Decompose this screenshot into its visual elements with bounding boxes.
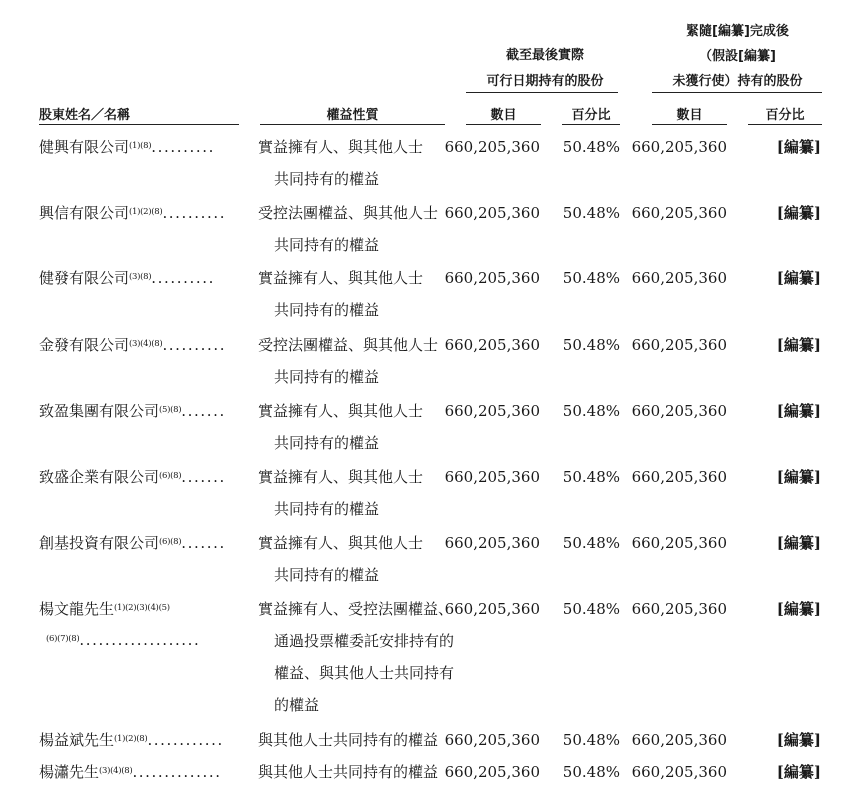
row-number-after: 660,205,360: [631, 402, 727, 420]
row-percent-after: [編纂]: [776, 600, 821, 618]
row-notes: (3)(4)(8): [129, 339, 163, 349]
row-name: 致盛企業有限公司$^{(6)(8)}$.......: [39, 468, 226, 486]
row-name: 楊益斌先生$^{(1)(2)(8)}$............: [39, 731, 224, 749]
row-percent-after: [編纂]: [776, 204, 821, 222]
row-notes: (1)(2)(8): [129, 207, 163, 217]
row-notes: (3)(8): [129, 272, 152, 282]
header-group-after-line2: （假設[編纂]: [699, 49, 776, 64]
row-name: 楊瀟先生$^{(3)(4)(8)}$..............: [39, 763, 222, 781]
row-percent-after: [編纂]: [776, 138, 821, 156]
header-group-before-line2: 可行日期持有的股份: [486, 74, 604, 89]
row-number: 660,205,360: [444, 402, 540, 420]
row-number: 660,205,360: [444, 138, 540, 156]
row-nature: 與其他人士共同持有的權益: [258, 763, 439, 781]
row-number-after: 660,205,360: [631, 600, 727, 618]
row-number-after: 660,205,360: [631, 269, 727, 287]
row-number-after: 660,205,360: [631, 138, 727, 156]
row-nature: 實益擁有人、與其他人士 共同持有的權益: [258, 468, 424, 518]
row-percent-after: [編纂]: [776, 402, 821, 420]
col-header-number: 數目: [490, 108, 517, 123]
row-percent: 50.48%: [562, 269, 620, 287]
col-header-nature: 權益性質: [326, 108, 379, 123]
row-notes: (1)(8): [129, 141, 152, 151]
col-header-name: 股東姓名／名稱: [39, 108, 131, 123]
row-notes: (3)(4)(8): [99, 766, 133, 776]
row-number-after: 660,205,360: [631, 731, 727, 749]
header-group-after-line1: 緊隨[編纂]完成後: [686, 24, 789, 39]
col-header-percent: 百分比: [571, 108, 611, 123]
row-number: 660,205,360: [444, 534, 540, 552]
row-percent: 50.48%: [562, 534, 620, 552]
row-percent-after: [編纂]: [776, 336, 821, 354]
row-percent-after: [編纂]: [776, 763, 821, 781]
row-dots: ...................: [79, 631, 201, 649]
row-percent-after: [編纂]: [776, 534, 821, 552]
col-rule-nature: [260, 124, 445, 125]
row-notes: (1)(2)(3)(4)(5): [114, 603, 170, 613]
row-nature: 受控法團權益、與其他人士 共同持有的權益: [258, 336, 439, 386]
row-name-continuation: [46, 630, 200, 650]
row-percent: 50.48%: [562, 468, 620, 486]
row-dots: .......: [181, 534, 226, 552]
header-group-after-rule: [652, 92, 822, 93]
col-rule-number-after: [652, 124, 727, 125]
row-number: 660,205,360: [444, 468, 540, 486]
row-percent: 50.48%: [562, 204, 620, 222]
row-name: 健發有限公司$^{(3)(8)}$..........: [39, 269, 215, 287]
row-name: 興信有限公司$^{(1)(2)(8)}$..........: [39, 204, 227, 222]
row-number: 660,205,360: [444, 600, 540, 618]
row-dots: ..........: [151, 269, 215, 287]
row-percent-after: [編纂]: [776, 269, 821, 287]
row-percent-after: [編纂]: [776, 468, 821, 486]
row-number: 660,205,360: [444, 763, 540, 781]
row-nature: 實益擁有人、與其他人士 共同持有的權益: [258, 402, 424, 452]
row-percent: 50.48%: [562, 138, 620, 156]
col-rule-percent-after: [748, 124, 822, 125]
row-nature: 與其他人士共同持有的權益: [258, 731, 439, 749]
row-percent: 50.48%: [562, 402, 620, 420]
row-number-after: 660,205,360: [631, 204, 727, 222]
row-number: 660,205,360: [444, 204, 540, 222]
row-percent: 50.48%: [562, 600, 620, 618]
row-number: 660,205,360: [444, 731, 540, 749]
row-name: 金發有限公司$^{(3)(4)(8)}$..........: [39, 336, 227, 354]
row-number: 660,205,360: [444, 336, 540, 354]
row-percent-after: [編纂]: [776, 731, 821, 749]
header-group-after-line3: 未獲行使）持有的股份: [672, 74, 803, 89]
col-rule-percent: [562, 124, 620, 125]
row-number-after: 660,205,360: [631, 763, 727, 781]
row-notes: (6)(8): [159, 537, 182, 547]
row-name: 創基投資有限公司$^{(6)(8)}$.......: [39, 534, 226, 552]
col-rule-name: [39, 124, 239, 125]
row-number-after: 660,205,360: [631, 534, 727, 552]
row-dots: .......: [181, 402, 226, 420]
row-number-after: 660,205,360: [631, 336, 727, 354]
row-notes-continued: (6)(7)(8): [46, 634, 80, 644]
row-name: 健興有限公司$^{(1)(8)}$..........: [39, 138, 215, 156]
header-group-before-rule: [466, 92, 618, 93]
row-dots: ..........: [162, 204, 227, 222]
row-percent: 50.48%: [562, 731, 620, 749]
row-name: 楊文龍先生$^{(1)(2)(3)(4)(5)}$: [39, 600, 170, 618]
row-percent: 50.48%: [562, 763, 620, 781]
row-number-after: 660,205,360: [631, 468, 727, 486]
row-nature: 實益擁有人、與其他人士 共同持有的權益: [258, 269, 424, 319]
col-rule-number: [466, 124, 541, 125]
row-dots: ..........: [162, 336, 227, 354]
row-percent: 50.48%: [562, 336, 620, 354]
row-number: 660,205,360: [444, 269, 540, 287]
row-nature: 實益擁有人、受控法團權益、 通過投票權委託安排持有的 權益、與其他人士共同持有 的權益: [258, 600, 455, 714]
col-header-number-after: 數目: [676, 108, 703, 123]
row-notes: (6)(8): [159, 471, 182, 481]
row-dots: ............: [147, 731, 224, 749]
row-nature: 受控法團權益、與其他人士 共同持有的權益: [258, 204, 439, 254]
row-dots: .......: [181, 468, 226, 486]
row-name: 致盈集團有限公司$^{(5)(8)}$.......: [39, 402, 226, 420]
row-dots: ..............: [132, 763, 222, 781]
col-header-percent-after: 百分比: [765, 108, 805, 123]
header-group-before-line1: 截至最後實際: [505, 48, 584, 63]
row-nature: 實益擁有人、與其他人士 共同持有的權益: [258, 534, 424, 584]
row-notes: (1)(2)(8): [114, 734, 148, 744]
row-notes: (5)(8): [159, 405, 182, 415]
row-dots: ..........: [151, 138, 215, 156]
row-nature: 實益擁有人、與其他人士 共同持有的權益: [258, 138, 424, 188]
